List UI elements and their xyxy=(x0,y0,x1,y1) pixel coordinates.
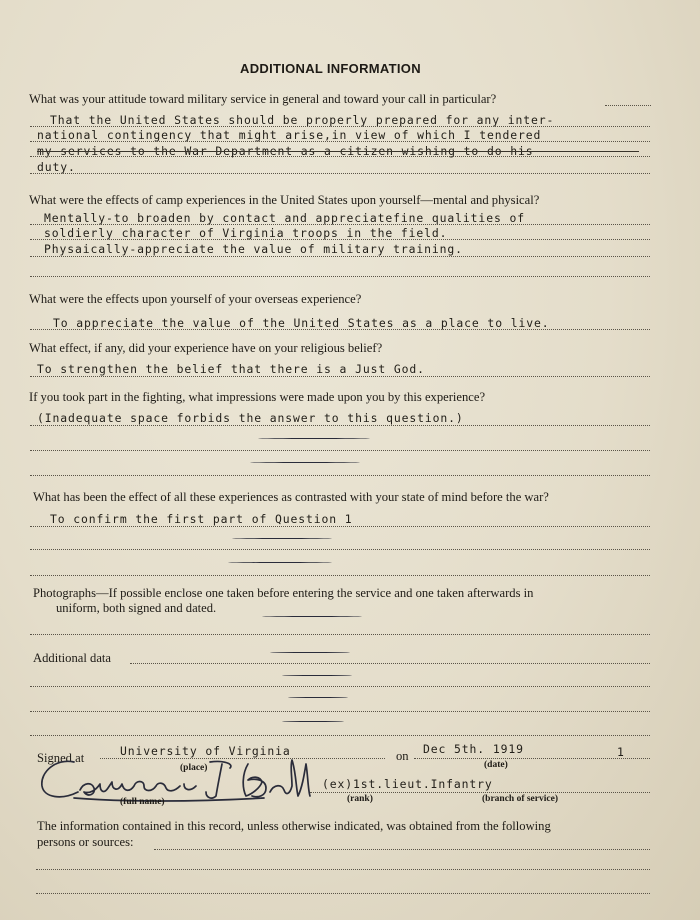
answer-line xyxy=(30,224,650,225)
answer-line xyxy=(30,126,650,127)
question-3: What were the effects upon yourself of your overseas experience? xyxy=(29,292,362,306)
answer-2-line-1: Mentally-to broaden by contact and appreciatefine qualities of xyxy=(44,211,525,225)
question-4: What effect, if any, did your experience have on your religious belief? xyxy=(29,341,383,355)
answer-line xyxy=(30,711,650,712)
pen-dash-mark xyxy=(228,562,332,563)
photographs-instruction-line-1: Photographs—If possible enclose one taken before entering the service and one taken afterwards in xyxy=(33,586,534,600)
answer-line xyxy=(30,450,650,451)
page-mark: 1 xyxy=(617,745,625,759)
answer-line xyxy=(30,634,650,635)
handwritten-signature xyxy=(34,752,320,810)
answer-line xyxy=(30,156,650,157)
signed-at-label: Signed at xyxy=(37,751,85,765)
question-2: What were the effects of camp experiences in the United States upon yourself—mental and physical? xyxy=(29,193,540,207)
answer-line xyxy=(30,239,650,240)
answer-line xyxy=(30,549,650,550)
place-caption: (place) xyxy=(180,763,208,773)
sources-text-line-1: The information contained in this record, unless otherwise indicated, was obtained from the following xyxy=(37,819,551,833)
answer-line xyxy=(30,256,650,257)
answer-line xyxy=(30,526,650,527)
answer-line xyxy=(36,893,650,894)
answer-3-line-1: To appreciate the value of the United States as a place to live. xyxy=(53,316,550,330)
date-caption: (date) xyxy=(484,760,508,770)
pen-dash-mark xyxy=(232,538,332,539)
answer-line xyxy=(30,329,650,330)
answer-line xyxy=(605,105,651,106)
answer-line xyxy=(30,425,650,426)
signed-place-value: University of Virginia xyxy=(120,744,291,758)
pen-dash-mark xyxy=(288,697,348,698)
answer-line xyxy=(30,475,650,476)
pen-dash-mark xyxy=(282,721,344,722)
answer-6-line-1: To confirm the first part of Question 1 xyxy=(50,512,353,526)
page-title: ADDITIONAL INFORMATION xyxy=(240,61,421,76)
answer-line xyxy=(30,376,650,377)
answer-line xyxy=(30,141,650,142)
answer-4-line-1: To strengthen the belief that there is a Just God. xyxy=(37,362,425,376)
photographs-instruction-line-2: uniform, both signed and dated. xyxy=(56,601,217,615)
answer-1-line-2: national contingency that might arise,in view of which I tendered xyxy=(37,128,542,142)
pen-dash-mark xyxy=(282,675,352,676)
answer-5-line-1: (Inadequate space forbids the answer to this question.) xyxy=(37,411,464,425)
answer-line xyxy=(30,575,650,576)
answer-line xyxy=(414,758,650,759)
pen-dash-mark xyxy=(250,462,360,463)
answer-line xyxy=(154,849,650,850)
answer-1-line-4: duty. xyxy=(37,160,76,174)
question-6: What has been the effect of all these experiences as contrasted with your state of mind before the war? xyxy=(33,490,549,504)
additional-data-label: Additional data xyxy=(33,651,111,665)
signed-date-value: Dec 5th. 1919 xyxy=(423,742,524,756)
answer-line xyxy=(30,173,650,174)
pen-dash-mark xyxy=(270,652,350,653)
question-1: What was your attitude toward military service in general and toward your call in particular? xyxy=(29,92,497,106)
answer-1-line-3: my services to the War Department as a citizen wishing to do his xyxy=(37,144,534,158)
answer-line xyxy=(30,276,650,277)
strikethrough-mark xyxy=(37,151,639,152)
answer-line xyxy=(36,869,650,870)
answer-line xyxy=(30,735,650,736)
rank-caption: (rank) xyxy=(347,794,373,804)
answer-line xyxy=(30,686,650,687)
answer-1-line-1: That the United States should be properly prepared for any inter- xyxy=(50,113,555,127)
full-name-caption: (full name) xyxy=(120,797,165,807)
pen-dash-mark xyxy=(262,616,362,617)
question-5: If you took part in the fighting, what impressions were made upon you by this experience? xyxy=(29,390,486,404)
rank-value: (ex)1st.lieut.Infantry xyxy=(322,777,493,791)
answer-2-line-3: Physaically-appreciate the value of military training. xyxy=(44,242,463,256)
sources-text-line-2: persons or sources: xyxy=(37,835,134,849)
on-label: on xyxy=(396,749,409,763)
answer-line xyxy=(130,663,650,664)
branch-caption: (branch of service) xyxy=(482,794,558,804)
pen-dash-mark xyxy=(258,438,370,439)
answer-line xyxy=(310,792,650,793)
answer-2-line-2: soldierly character of Virginia troops in the field. xyxy=(44,226,448,240)
